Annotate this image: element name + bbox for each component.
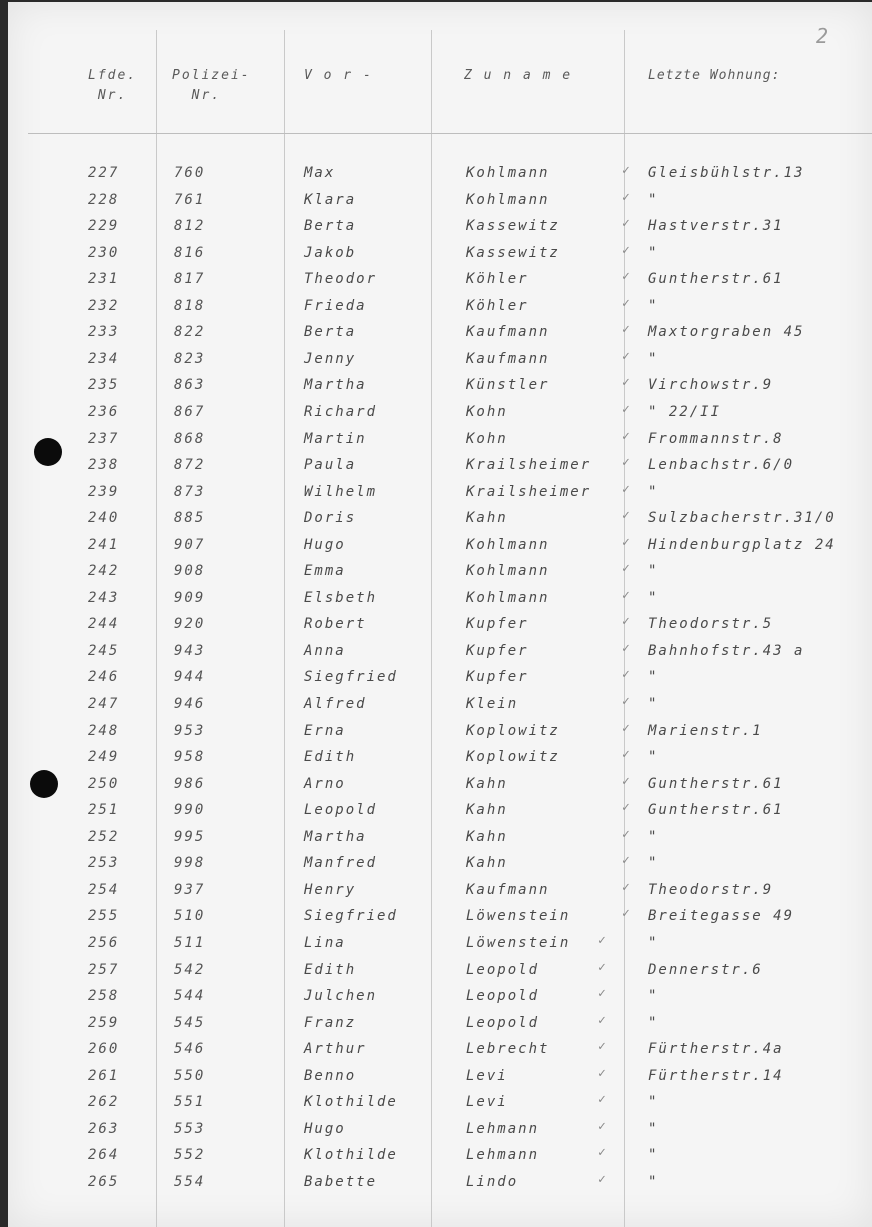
check-mark-icon: ✓ [598, 1092, 606, 1108]
wohnung-cell: " [648, 696, 659, 712]
polizei-nr-cell: 552 [174, 1147, 206, 1164]
zuname-cell: Lindo [466, 1173, 519, 1190]
vorname-cell: Paula [304, 457, 357, 474]
vorname-cell: Alfred [304, 696, 367, 712]
lfde-nr-cell: 248 [88, 722, 120, 739]
polizei-nr-cell: 544 [174, 988, 206, 1005]
lfde-nr-cell: 254 [88, 881, 120, 898]
wohnung-cell: " [648, 589, 659, 606]
polizei-nr-cell: 816 [174, 244, 206, 261]
check-mark-icon: ✓ [622, 348, 630, 364]
zuname-cell: Kohlmann [466, 165, 550, 181]
vorname-cell: Frieda [304, 297, 367, 314]
check-mark-icon: ✓ [622, 375, 630, 391]
zuname-cell: Köhler [466, 297, 529, 314]
polizei-nr-cell: 761 [174, 191, 206, 208]
zuname-cell: Kahn [466, 510, 508, 527]
zuname-cell: Kohn [466, 430, 508, 447]
vorname-cell: Klara [304, 191, 357, 208]
table-row [8, 1036, 872, 1062]
zuname-cell: Kassewitz [466, 244, 560, 261]
wohnung-cell: " [648, 483, 659, 500]
zuname-cell: Koplowitz [466, 722, 560, 739]
polizei-nr-cell: 986 [174, 775, 206, 792]
check-mark-icon: ✓ [622, 481, 630, 497]
zuname-cell: Löwenstein [466, 908, 571, 925]
wohnung-cell: " [648, 350, 659, 367]
zuname-cell: Leopold [466, 1014, 540, 1031]
zuname-cell: Kaufmann [466, 324, 550, 341]
vorname-cell: Leopold [304, 802, 378, 819]
document-page [8, 2, 872, 1227]
polizei-nr-cell: 546 [174, 1041, 206, 1058]
lfde-nr-cell: 245 [88, 642, 120, 659]
vorname-cell: Babette [304, 1173, 378, 1190]
polizei-nr-cell: 958 [174, 749, 206, 766]
check-mark-icon: ✓ [598, 1039, 606, 1055]
wohnung-cell: Dennerstr.6 [648, 961, 763, 978]
table-row [8, 585, 872, 611]
lfde-nr-cell: 252 [88, 828, 120, 845]
polizei-nr-cell: 998 [174, 855, 206, 872]
wohnung-cell: " [648, 934, 659, 951]
check-mark-icon: ✓ [622, 534, 630, 550]
lfde-nr-cell: 259 [88, 1014, 120, 1031]
table-row [8, 293, 872, 319]
wohnung-cell: Guntherstr.61 [648, 775, 784, 792]
check-mark-icon: ✓ [622, 428, 630, 444]
polizei-nr-cell: 818 [174, 297, 206, 314]
table-row [8, 399, 872, 425]
page-number-mark: 2 [816, 24, 829, 48]
vorname-cell: Max [304, 165, 336, 181]
vorname-cell: Berta [304, 218, 357, 235]
zuname-cell: Klein [466, 696, 519, 712]
check-mark-icon: ✓ [622, 401, 630, 417]
header-rule [28, 133, 872, 134]
table-row [8, 160, 872, 186]
table-row [8, 452, 872, 478]
polizei-nr-cell: 550 [174, 1067, 206, 1084]
polizei-nr-cell: 873 [174, 483, 206, 500]
wohnung-cell: " [648, 988, 659, 1005]
lfde-nr-cell: 238 [88, 457, 120, 474]
check-mark-icon: ✓ [622, 242, 630, 258]
wohnung-cell: Marienstr.1 [648, 722, 763, 739]
check-mark-icon: ✓ [622, 906, 630, 922]
header-zuname: Z u n a m e [464, 68, 573, 83]
polizei-nr-cell: 937 [174, 881, 206, 898]
wohnung-cell: " [648, 1094, 659, 1111]
check-mark-icon: ✓ [622, 667, 630, 683]
table-row [8, 372, 872, 398]
wohnung-cell: Sulzbacherstr.31/0 [648, 510, 836, 527]
wohnung-cell: " [648, 1014, 659, 1031]
table-row [8, 930, 872, 956]
wohnung-cell: " [648, 1173, 659, 1190]
vorname-cell: Klothilde [304, 1094, 398, 1111]
wohnung-cell: " [648, 563, 659, 580]
zuname-cell: Köhler [466, 271, 529, 288]
table-row [8, 638, 872, 664]
vorname-cell: Klothilde [304, 1147, 398, 1164]
vorname-cell: Edith [304, 961, 357, 978]
wohnung-cell: Fürtherstr.14 [648, 1067, 784, 1084]
polizei-nr-cell: 545 [174, 1014, 206, 1031]
zuname-cell: Kahn [466, 855, 508, 872]
vorname-cell: Theodor [304, 271, 378, 288]
zuname-cell: Kahn [466, 802, 508, 819]
vorname-cell: Robert [304, 616, 367, 633]
vorname-cell: Emma [304, 563, 346, 580]
check-mark-icon: ✓ [622, 163, 630, 178]
table-row [8, 1010, 872, 1036]
lfde-nr-cell: 229 [88, 218, 120, 235]
zuname-cell: Kahn [466, 775, 508, 792]
polizei-nr-cell: 551 [174, 1094, 206, 1111]
zuname-cell: Leopold [466, 988, 540, 1005]
polizei-nr-cell: 907 [174, 536, 206, 553]
wohnung-cell: Virchowstr.9 [648, 377, 774, 394]
check-mark-icon: ✓ [622, 189, 630, 205]
check-mark-icon: ✓ [622, 561, 630, 577]
table-row [8, 771, 872, 797]
check-mark-icon: ✓ [598, 1012, 606, 1028]
wohnung-cell: Breitegasse 49 [648, 908, 795, 925]
lfde-nr-cell: 243 [88, 589, 120, 606]
table-row [8, 664, 872, 690]
vorname-cell: Siegfried [304, 908, 398, 925]
check-mark-icon: ✓ [598, 1171, 606, 1187]
wohnung-cell: " [648, 297, 659, 314]
polizei-nr-cell: 867 [174, 403, 206, 420]
wohnung-cell: Hindenburgplatz 24 [648, 536, 836, 553]
wohnung-cell: Hastverstr.31 [648, 218, 784, 235]
zuname-cell: Levi [466, 1067, 508, 1084]
lfde-nr-cell: 241 [88, 536, 120, 553]
lfde-nr-cell: 236 [88, 403, 120, 420]
vorname-cell: Lina [304, 934, 346, 951]
lfde-nr-cell: 228 [88, 191, 120, 208]
check-mark-icon: ✓ [622, 773, 630, 789]
vorname-cell: Henry [304, 881, 357, 898]
lfde-nr-cell: 250 [88, 775, 120, 792]
polizei-nr-cell: 817 [174, 271, 206, 288]
polizei-nr-cell: 943 [174, 642, 206, 659]
polizei-nr-cell: 885 [174, 510, 206, 527]
table-row [8, 1142, 872, 1168]
vorname-cell: Julchen [304, 988, 378, 1005]
vorname-cell: Martha [304, 828, 367, 845]
zuname-cell: Kupfer [466, 642, 529, 659]
wohnung-cell: " [648, 191, 659, 208]
vorname-cell: Martha [304, 377, 367, 394]
wohnung-cell: Maxtorgraben 45 [648, 324, 805, 341]
check-mark-icon: ✓ [622, 269, 630, 285]
header-polizei-nr: Polizei- Nr. [172, 68, 251, 103]
table-row [8, 877, 872, 903]
check-mark-icon: ✓ [622, 720, 630, 736]
vorname-cell: Franz [304, 1014, 357, 1031]
zuname-cell: Lehmann [466, 1120, 540, 1137]
vorname-cell: Siegfried [304, 669, 398, 686]
table-row [8, 850, 872, 876]
vorname-cell: Richard [304, 403, 378, 420]
vorname-cell: Wilhelm [304, 483, 378, 500]
check-mark-icon: ✓ [598, 1118, 606, 1134]
wohnung-cell: " [648, 244, 659, 261]
table-row [8, 532, 872, 558]
vorname-cell: Hugo [304, 1120, 346, 1137]
lfde-nr-cell: 234 [88, 350, 120, 367]
lfde-nr-cell: 242 [88, 563, 120, 580]
zuname-cell: Lehmann [466, 1147, 540, 1164]
check-mark-icon: ✓ [622, 614, 630, 630]
polizei-nr-cell: 553 [174, 1120, 206, 1137]
zuname-cell: Kohlmann [466, 536, 550, 553]
lfde-nr-cell: 251 [88, 802, 120, 819]
lfde-nr-cell: 261 [88, 1067, 120, 1084]
wohnung-cell: Guntherstr.61 [648, 802, 784, 819]
polizei-nr-cell: 944 [174, 669, 206, 686]
polizei-nr-cell: 823 [174, 350, 206, 367]
check-mark-icon: ✓ [598, 1065, 606, 1081]
polizei-nr-cell: 868 [174, 430, 206, 447]
wohnung-cell: Frommannstr.8 [648, 430, 784, 447]
check-mark-icon: ✓ [598, 1145, 606, 1161]
table-row [8, 266, 872, 292]
check-mark-icon: ✓ [598, 932, 606, 948]
polizei-nr-cell: 542 [174, 961, 206, 978]
polizei-nr-cell: 995 [174, 828, 206, 845]
vorname-cell: Manfred [304, 855, 378, 872]
table-row [8, 558, 872, 584]
table-row [8, 824, 872, 850]
table-row [8, 983, 872, 1009]
check-mark-icon: ✓ [622, 879, 630, 895]
table-row [8, 1063, 872, 1089]
table-row [8, 213, 872, 239]
wohnung-cell: Gleisbühlstr.13 [648, 165, 805, 181]
lfde-nr-cell: 247 [88, 696, 120, 712]
vorname-cell: Erna [304, 722, 346, 739]
zuname-cell: Künstler [466, 377, 550, 394]
wohnung-cell: Guntherstr.61 [648, 271, 784, 288]
vorname-cell: Elsbeth [304, 589, 378, 606]
punch-hole [30, 770, 58, 798]
wohnung-cell: " [648, 855, 659, 872]
wohnung-cell: " [648, 1147, 659, 1164]
check-mark-icon: ✓ [622, 587, 630, 603]
table-row [8, 426, 872, 452]
polizei-nr-cell: 510 [174, 908, 206, 925]
lfde-nr-cell: 230 [88, 244, 120, 261]
check-mark-icon: ✓ [622, 694, 630, 709]
check-mark-icon: ✓ [622, 640, 630, 656]
check-mark-icon: ✓ [622, 455, 630, 471]
zuname-cell: Krailsheimer [466, 483, 592, 500]
vorname-cell: Arthur [304, 1041, 367, 1058]
zuname-cell: Kaufmann [466, 881, 550, 898]
polizei-nr-cell: 863 [174, 377, 206, 394]
lfde-nr-cell: 233 [88, 324, 120, 341]
zuname-cell: Kohn [466, 403, 508, 420]
zuname-cell: Kohlmann [466, 589, 550, 606]
zuname-cell: Kaufmann [466, 350, 550, 367]
zuname-cell: Kohlmann [466, 563, 550, 580]
lfde-nr-cell: 265 [88, 1173, 120, 1190]
polizei-nr-cell: 872 [174, 457, 206, 474]
lfde-nr-cell: 255 [88, 908, 120, 925]
wohnung-cell: " [648, 1120, 659, 1137]
zuname-cell: Leopold [466, 961, 540, 978]
vorname-cell: Jakob [304, 244, 357, 261]
table-row [8, 1089, 872, 1115]
zuname-cell: Koplowitz [466, 749, 560, 766]
polizei-nr-cell: 812 [174, 218, 206, 235]
check-mark-icon: ✓ [622, 826, 630, 842]
zuname-cell: Kahn [466, 828, 508, 845]
wohnung-cell: Bahnhofstr.43 a [648, 642, 805, 659]
wohnung-cell: " 22/II [648, 403, 722, 420]
wohnung-cell: " [648, 749, 659, 766]
zuname-cell: Lebrecht [466, 1041, 550, 1058]
zuname-cell: Krailsheimer [466, 457, 592, 474]
check-mark-icon: ✓ [622, 747, 630, 763]
lfde-nr-cell: 235 [88, 377, 120, 394]
polizei-nr-cell: 953 [174, 722, 206, 739]
lfde-nr-cell: 231 [88, 271, 120, 288]
polizei-nr-cell: 511 [174, 934, 206, 951]
header-vorname: V o r - [304, 68, 373, 83]
lfde-nr-cell: 253 [88, 855, 120, 872]
check-mark-icon: ✓ [622, 295, 630, 311]
table-row [8, 187, 872, 213]
lfde-nr-cell: 256 [88, 934, 120, 951]
lfde-nr-cell: 257 [88, 961, 120, 978]
wohnung-cell: " [648, 828, 659, 845]
zuname-cell: Kohlmann [466, 191, 550, 208]
zuname-cell: Kupfer [466, 669, 529, 686]
table-row [8, 611, 872, 637]
vorname-cell: Berta [304, 324, 357, 341]
lfde-nr-cell: 264 [88, 1147, 120, 1164]
table-row [8, 1169, 872, 1195]
table-row [8, 691, 872, 717]
vorname-cell: Hugo [304, 536, 346, 553]
lfde-nr-cell: 244 [88, 616, 120, 633]
vorname-cell: Doris [304, 510, 357, 527]
polizei-nr-cell: 554 [174, 1173, 206, 1190]
table-row [8, 797, 872, 823]
check-mark-icon: ✓ [598, 959, 606, 975]
check-mark-icon: ✓ [622, 508, 630, 524]
header-letzte-wohnung: Letzte Wohnung: [648, 68, 781, 83]
table-row [8, 718, 872, 744]
header-lfde-nr: Lfde. Nr. [88, 68, 138, 103]
lfde-nr-cell: 258 [88, 988, 120, 1005]
polizei-nr-cell: 909 [174, 589, 206, 606]
wohnung-cell: Lenbachstr.6/0 [648, 457, 795, 474]
check-mark-icon: ✓ [598, 986, 606, 1002]
polizei-nr-cell: 908 [174, 563, 206, 580]
table-row [8, 505, 872, 531]
polizei-nr-cell: 822 [174, 324, 206, 341]
check-mark-icon: ✓ [622, 322, 630, 338]
wohnung-cell: Theodorstr.5 [648, 616, 774, 633]
lfde-nr-cell: 237 [88, 430, 120, 447]
polizei-nr-cell: 946 [174, 696, 206, 712]
check-mark-icon: ✓ [622, 800, 630, 816]
lfde-nr-cell: 227 [88, 165, 120, 181]
wohnung-cell: " [648, 669, 659, 686]
lfde-nr-cell: 262 [88, 1094, 120, 1111]
wohnung-cell: Fürtherstr.4a [648, 1041, 784, 1058]
vorname-cell: Edith [304, 749, 357, 766]
table-row [8, 240, 872, 266]
vorname-cell: Arno [304, 775, 346, 792]
table-row [8, 957, 872, 983]
vorname-cell: Benno [304, 1067, 357, 1084]
lfde-nr-cell: 260 [88, 1041, 120, 1058]
vorname-cell: Jenny [304, 350, 357, 367]
lfde-nr-cell: 249 [88, 749, 120, 766]
table-row [8, 319, 872, 345]
lfde-nr-cell: 232 [88, 297, 120, 314]
table-row [8, 903, 872, 929]
polizei-nr-cell: 990 [174, 802, 206, 819]
punch-hole [34, 438, 62, 466]
zuname-cell: Kassewitz [466, 218, 560, 235]
zuname-cell: Löwenstein [466, 934, 571, 951]
vorname-cell: Martin [304, 430, 367, 447]
zuname-cell: Levi [466, 1094, 508, 1111]
lfde-nr-cell: 240 [88, 510, 120, 527]
table-row [8, 479, 872, 505]
table-row [8, 744, 872, 770]
lfde-nr-cell: 239 [88, 483, 120, 500]
check-mark-icon: ✓ [622, 853, 630, 869]
lfde-nr-cell: 246 [88, 669, 120, 686]
check-mark-icon: ✓ [622, 216, 630, 232]
zuname-cell: Kupfer [466, 616, 529, 633]
polizei-nr-cell: 920 [174, 616, 206, 633]
table-row [8, 1116, 872, 1142]
polizei-nr-cell: 760 [174, 165, 206, 181]
wohnung-cell: Theodorstr.9 [648, 881, 774, 898]
vorname-cell: Anna [304, 642, 346, 659]
lfde-nr-cell: 263 [88, 1120, 120, 1137]
table-row [8, 346, 872, 372]
